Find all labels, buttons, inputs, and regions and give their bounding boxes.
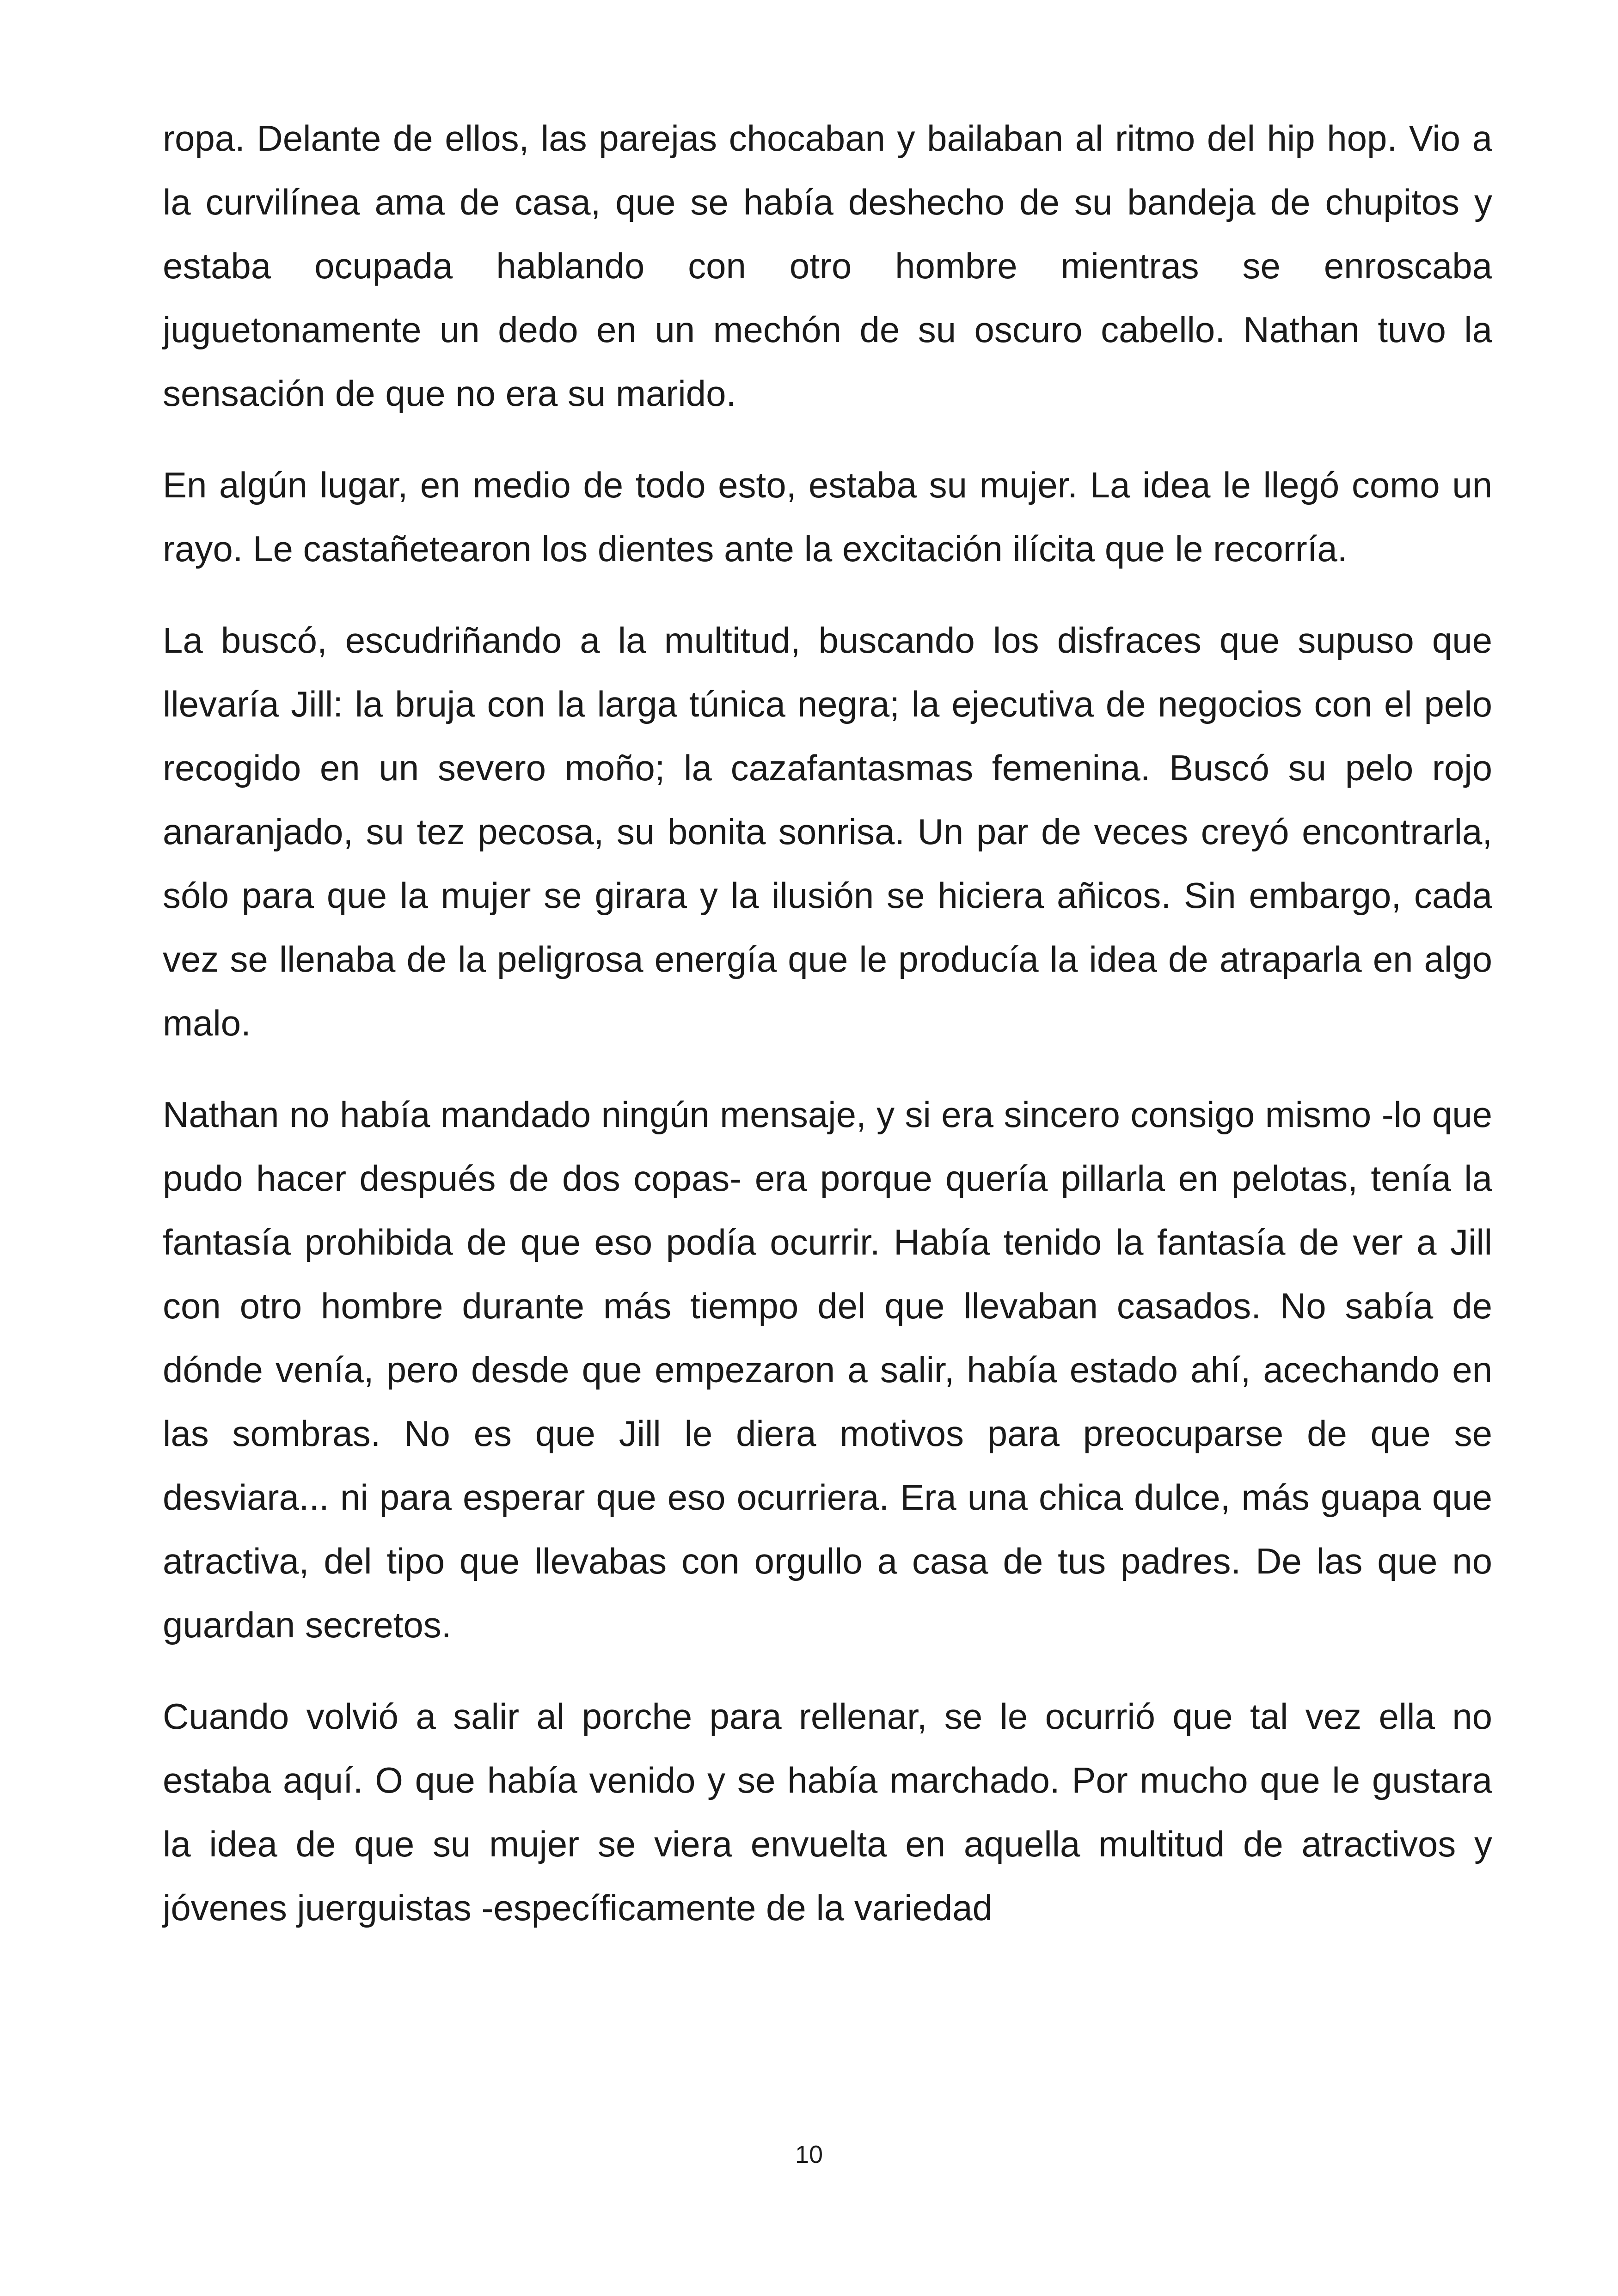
paragraph: En algún lugar, en medio de todo esto, estaba su mujer. La idea le llegó como un rayo. Le castañetearon los dientes ante la excitación ilícita que le recorría. bbox=[163, 465, 1492, 569]
paragraph: Cuando volvió a salir al porche para rellenar, se le ocurrió que tal vez ella no estaba aquí. O que había venido y se había marchado. Por mucho que le gustara la idea de que su mujer se viera envuelta en aquella multitud de atractivos y jóvenes juerguistas -específicamente de la variedad bbox=[163, 1696, 1492, 1928]
body-text bbox=[163, 106, 1492, 1940]
paragraph: La buscó, escudriñando a la multitud, buscando los disfraces que supuso que llevaría Jill: la bruja con la larga túnica negra; la ejecutiva de negocios con el pelo recogido en un severo moño; la cazafantasmas femenina. Buscó su pelo rojo anaranjado, su tez pecosa, su bonita sonrisa. Un par de veces creyó encontrarla, sólo para que la mujer se girara y la ilusión se hiciera añicos. Sin embargo, cada vez se llenaba de la peligrosa energía que le producía la idea de atraparla en algo malo. bbox=[163, 620, 1492, 1043]
paragraph: ropa. Delante de ellos, las parejas chocaban y bailaban al ritmo del hip hop. Vio a la curvilínea ama de casa, que se había deshecho de su bandeja de chupitos y estaba ocupada hablando con otro hombre mientras se enroscaba juguetonamente un dedo en un mechón de su oscuro cabello. Nathan tuvo la sensación de que no era su marido. bbox=[163, 118, 1492, 414]
page-number: 10 bbox=[795, 2141, 823, 2168]
paragraph: Nathan no había mandado ningún mensaje, y si era sincero consigo mismo -lo que pudo hacer después de dos copas- era porque quería pillarla en pelotas, tenía la fantasía prohibida de que eso podía ocurrir. Había tenido la fantasía de ver a Jill con otro hombre durante más tiempo del que llevaban casados. No sabía de dónde venía, pero desde que empezaron a salir, había estado ahí, acechando en las sombras. No es que Jill le diera motivos para preocuparse de que se desviara... ni para esperar que eso ocurriera. Era una chica dulce, más guapa que atractiva, del tipo que llevabas con orgullo a casa de tus padres. De las que no guardan secretos. bbox=[163, 1094, 1492, 1645]
